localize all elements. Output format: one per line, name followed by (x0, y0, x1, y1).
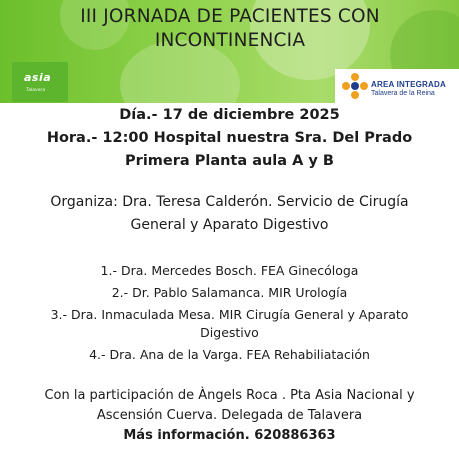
more-info-phone: Más información. 620886363 (123, 428, 336, 443)
asia-logo-sub: Talavera (26, 88, 46, 93)
event-room: Primera Planta aula A y B (125, 153, 334, 169)
event-title-line1: III JORNADA DE PACIENTES CON (80, 6, 380, 27)
event-date: Día.- 17 de diciembre 2025 (119, 107, 340, 123)
organizer-line1: Organiza: Dra. Teresa Calderón. Servicio de Cirugía (50, 194, 409, 210)
speaker-item: 1.- Dra. Mercedes Bosch. FEA Ginecólogа (100, 263, 359, 278)
speaker-item: 4.- Dra. Ana de la Varga. FEA Rehabiliatación (89, 347, 370, 362)
speaker-item: 2.- Dr. Pablo Salamanca. MIR Urología (111, 285, 348, 300)
participation-line1: Con la participación de Àngels Roca . Pta Asia Nacional y (44, 388, 415, 403)
participation-line2: Ascensión Cuerva. Delegada de Talavera (96, 408, 363, 423)
event-title-line2: INCONTINENCIA (154, 30, 306, 51)
event-time-location: Hora.- 12:00 Hospital nuestra Sra. Del Prado (46, 130, 413, 146)
area-integrada-sub: Talavera de la Reina (371, 90, 435, 97)
event-title (60, 5, 400, 53)
asia-logo (12, 62, 68, 102)
organizer-line2: General y Aparato Digestivo (130, 217, 329, 233)
area-integrada-emblem-icon (341, 72, 369, 100)
speaker-item-continuation: Digestivo (200, 325, 259, 340)
asia-logo-mark: asia (24, 71, 52, 84)
area-integrada-name: AREA INTEGRADA (371, 80, 446, 89)
speaker-item: 3.- Dra. Inmaculada Mesa. MIR Cirugía General y Aparato (50, 307, 409, 322)
area-integrada-logo (335, 69, 459, 105)
